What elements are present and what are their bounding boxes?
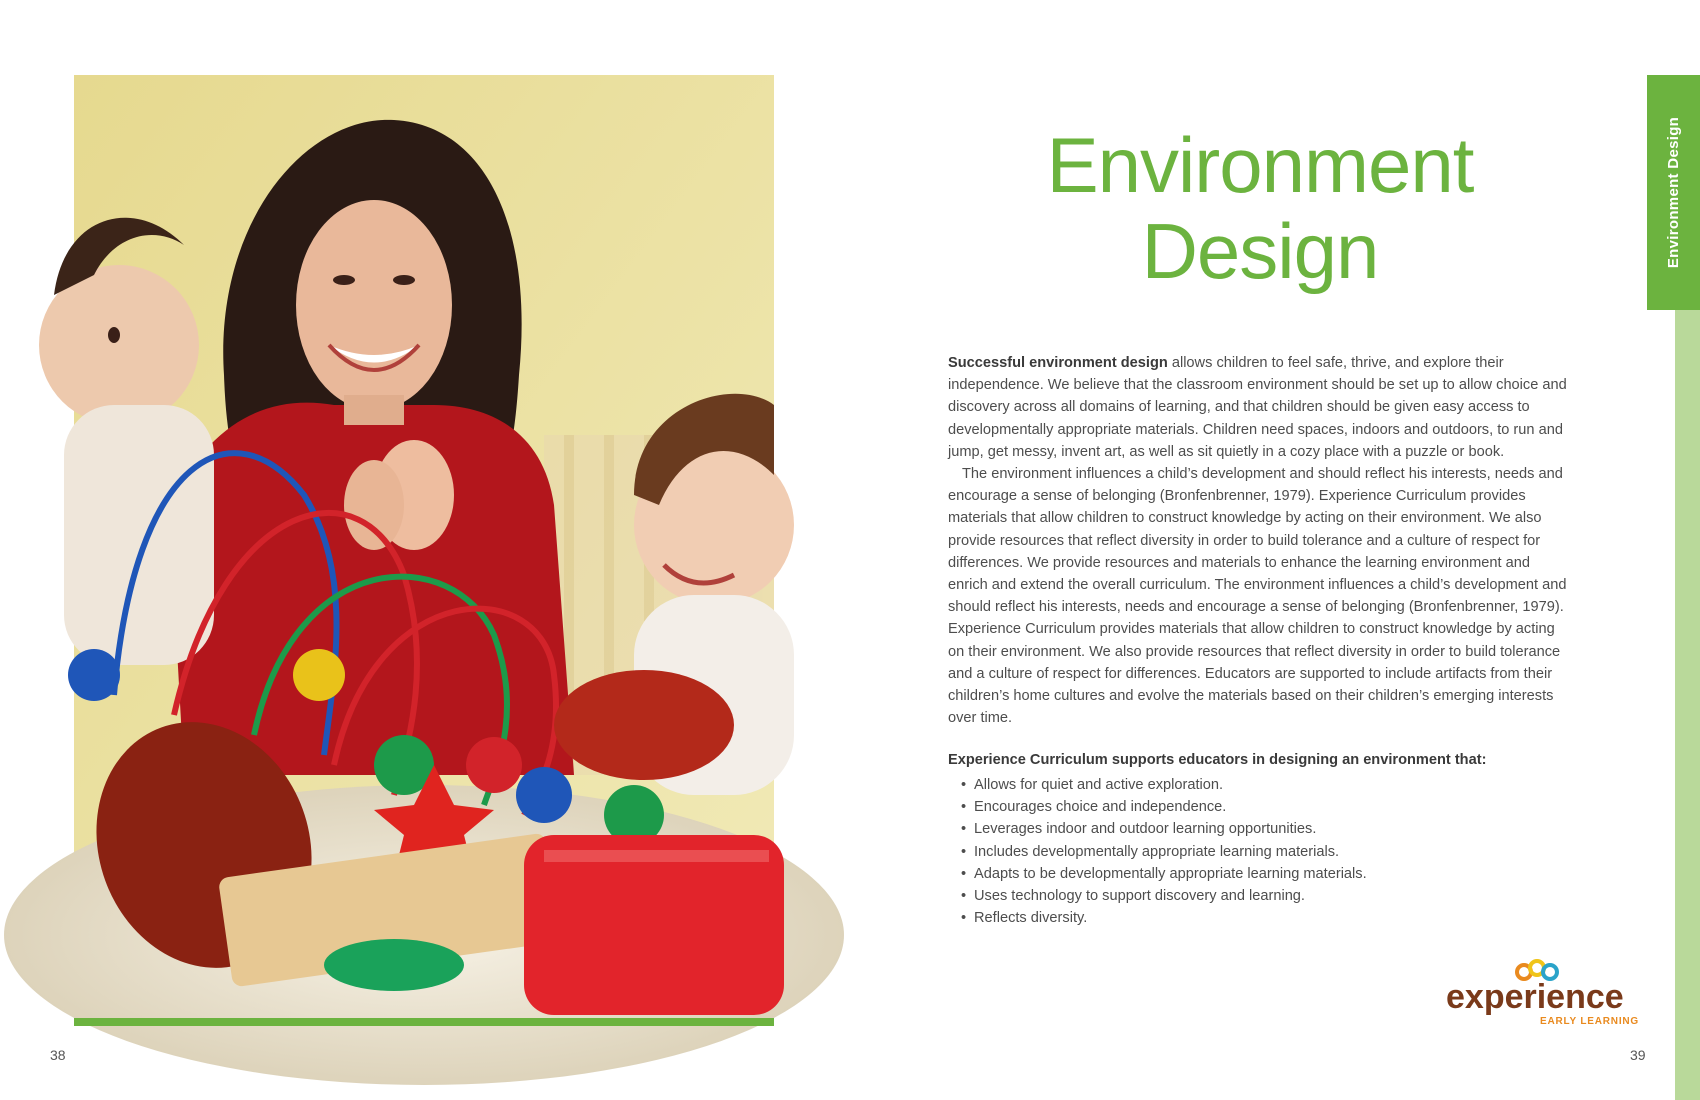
title-line-2: Design xyxy=(1141,207,1379,295)
classroom-photo xyxy=(74,75,774,1018)
photo-illustration xyxy=(74,75,774,1018)
list-item-text: Adapts to be developmentally appropriate learning materials. xyxy=(974,865,1367,882)
body-paragraph-2: The environment influences a child’s development and should reflect his interests, needs and encourage a sense of belonging (Bronfenbrenner, 1979). Experience Curriculum provides materials that allow children to construct knowledge by acting on their environment. We also provide resources that reflect diversity in order to build tolerance and a culture of respect for differences. We provide resources and materials to enhance the learning environment and enrich and extend the overall curriculum. The environment influences a child’s development and should reflect his interests, needs and encourage a sense of belonging (Bronfenbrenner, 1979). Experience Curriculum provides materials that allow children to construct knowledge by acting on their environment. We also provide resources that reflect diversity in order to build tolerance and a culture of respect for differences. Educators are supported to include artifacts from their children’s home cultures and evolve the materials based on their children’s emerging interests over time. xyxy=(948,466,1567,727)
photo-accent-bar xyxy=(74,1018,774,1026)
body-copy xyxy=(948,352,1573,729)
page-number-left: 38 xyxy=(50,1047,66,1063)
list-item-text: Allows for quiet and active exploration. xyxy=(974,777,1224,793)
experience-early-learning-logo xyxy=(1444,958,1639,1030)
list-intro: Experience Curriculum supports educators in designing an environment that: xyxy=(948,752,1487,768)
list-item xyxy=(948,907,1573,929)
supports-list xyxy=(948,774,1573,929)
page-number-right: 39 xyxy=(1630,1047,1646,1063)
logo-ring-blue xyxy=(1543,965,1557,979)
list-item xyxy=(948,818,1573,840)
paragraph-1-text: allows children to feel safe, thrive, and explore their independence. We believe that the classroom environment should be set up to allow choice and discovery across all domains of learning, and that children should be given easy access to developmentally appropriate materials. Children need spaces, indoors and outdoors, to run and jump, get messy, invent art, as well as sit quietly in a cozy place with a puzzle or book. xyxy=(948,355,1567,460)
list-item-text: Includes developmentally appropriate learning materials. xyxy=(974,843,1340,860)
body-paragraph-1 xyxy=(948,352,1573,463)
list-item xyxy=(948,885,1573,907)
list-item-text: Uses technology to support discovery and learning. xyxy=(974,888,1305,905)
list-item-text: Leverages indoor and outdoor learning opportunities. xyxy=(974,821,1317,838)
page-title xyxy=(980,122,1540,294)
list-item xyxy=(948,863,1573,885)
lead-bold-phrase: Successful environment design xyxy=(948,355,1168,371)
title-line-1: Environment xyxy=(1046,121,1474,209)
list-item xyxy=(948,841,1573,863)
logo-tagline: EARLY LEARNING xyxy=(1540,1016,1639,1027)
section-side-tab xyxy=(1647,75,1700,310)
logo-wordmark: experience xyxy=(1446,978,1624,1016)
section-tab-label: Environment Design xyxy=(1665,116,1683,269)
list-item xyxy=(948,796,1573,818)
side-accent-strip xyxy=(1675,310,1700,1100)
list-item-text: Encourages choice and independence. xyxy=(974,799,1227,816)
list-item-text: Reflects diversity. xyxy=(974,910,1088,927)
list-item xyxy=(948,774,1573,796)
